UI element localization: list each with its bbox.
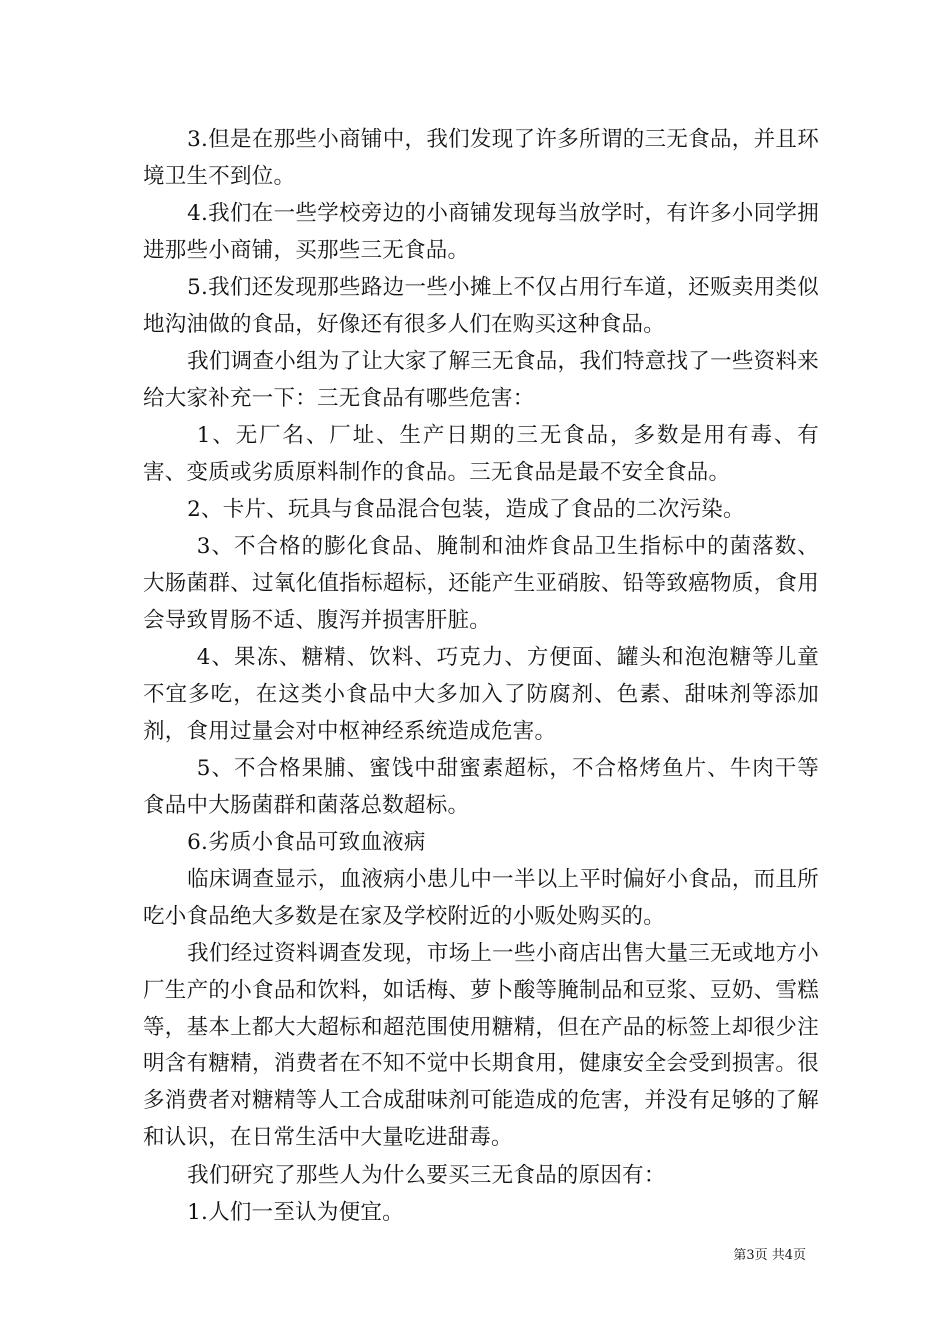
paragraph-clinical-survey: 临床调查显示，血液病小患儿中一半以上平时偏好小食品，而且所吃小食品绝大多数是在家及学校附近的小贩处购买的。 (143, 867, 819, 929)
paragraph-finding-5: 5.我们还发现那些路边一些小摊上不仅占用行车道，还贩卖用类似地沟油做的食品，好像还有很多人们在购买这种食品。 (143, 275, 819, 337)
paragraph-reasons-intro: 我们研究了那些人为什么要买三无食品的原因有： (187, 1163, 666, 1188)
paragraph-hazard-6-heading: 6.劣质小食品可致血液病 (187, 830, 426, 855)
paragraph-saccharin-findings: 我们经过资料调查发现，市场上一些小商店出售大量三无或地方小厂生产的小食品和饮料，如话梅、萝卜酸等腌制品和豆浆、豆奶、雪糕等，基本上都大大超标和超范围使用糖精，但在产品的标签上却很少注明含有糖精，消费者在不知不觉中长期食用，健康安全会受到损害。很多消费者对糖精等人工合成甜味剂可能造成的危害，并没有足够的了解和认识，在日常生活中大量吃进甜毒。 (143, 941, 819, 1150)
paragraph-intro-hazards: 我们调查小组为了让大家了解三无食品，我们特意找了一些资料来给大家补充一下：三无食品有哪些危害： (143, 349, 819, 411)
page-number: 第3页 共4页 (733, 1248, 806, 1263)
paragraph-hazard-1: 1、无厂名、厂址、生产日期的三无食品，多数是用有毒、有害、变质或劣质原料制作的食品。三无食品是最不安全食品。 (143, 423, 819, 485)
paragraph-finding-3: 3.但是在那些小商铺中，我们发现了许多所谓的三无食品，并且环境卫生不到位。 (143, 127, 819, 189)
paragraph-hazard-4: 4、果冻、糖精、饮料、巧克力、方便面、罐头和泡泡糖等儿童不宜多吃，在这类小食品中大多加入了防腐剂、色素、甜味剂等添加剂，食用过量会对中枢神经系统造成危害。 (143, 645, 819, 744)
paragraph-reason-1: 1.人们一至认为便宜。 (187, 1200, 404, 1225)
paragraph-hazard-3: 3、不合格的膨化食品、腌制和油炸食品卫生指标中的菌落数、大肠菌群、过氧化值指标超标，还能产生亚硝胺、铅等致癌物质，食用会导致胃肠不适、腹泻并损害肝脏。 (143, 534, 819, 633)
paragraph-finding-4: 4.我们在一些学校旁边的小商铺发现每当放学时，有许多小同学拥进那些小商铺，买那些三无食品。 (143, 201, 819, 263)
paragraph-hazard-2: 2、卡片、玩具与食品混合包装，造成了食品的二次污染。 (187, 497, 745, 522)
paragraph-hazard-5: 5、不合格果脯、蜜饯中甜蜜素超标，不合格烤鱼片、牛肉干等食品中大肠菌群和菌落总数超标。 (143, 756, 819, 818)
